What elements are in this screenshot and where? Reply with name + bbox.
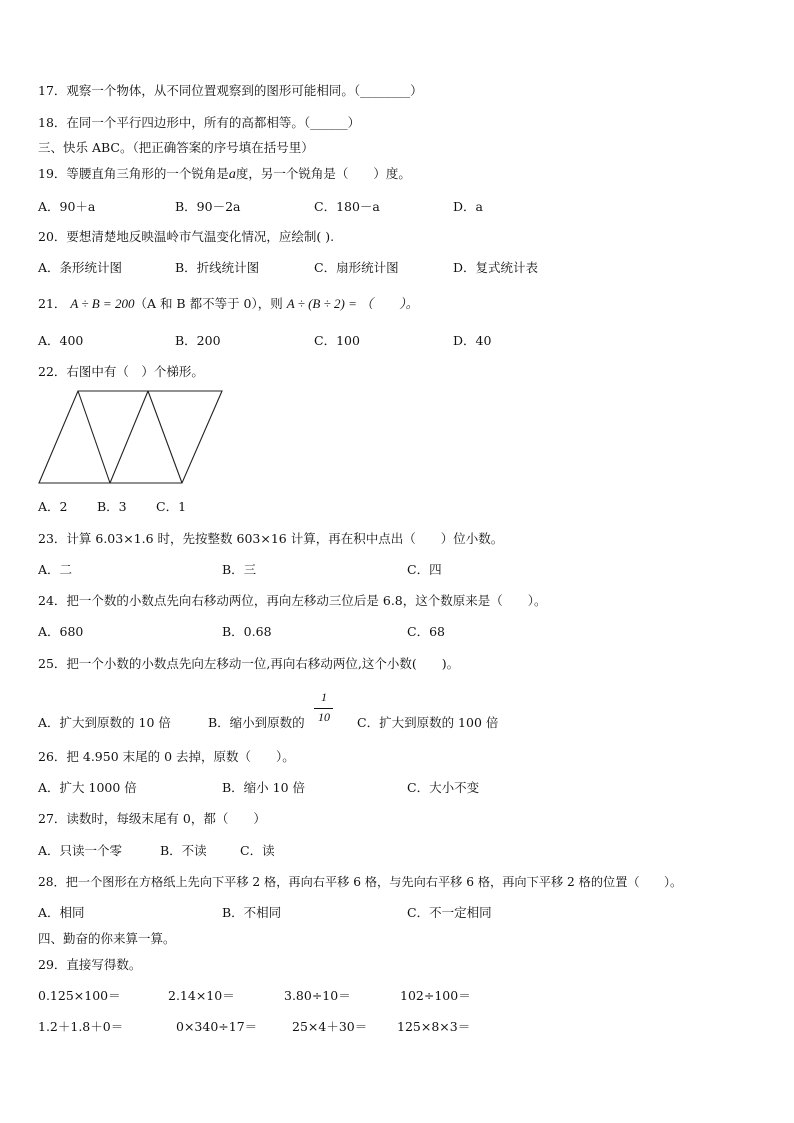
- question-26-option-b[interactable]: B．缩小 10 倍: [222, 780, 306, 795]
- section-4-heading: 四、勤奋的你来算一算。: [38, 931, 176, 946]
- question-24: 24．把一个数的小数点先向右移动两位，再向左移动三位后是 6.8，这个数原来是（ ）。: [38, 593, 547, 608]
- question-23-option-b[interactable]: B．三: [222, 562, 257, 577]
- question-26-option-a[interactable]: A．扩大 1000 倍: [38, 780, 137, 795]
- question-22: 22．右图中有（ ）个梯形。: [38, 364, 204, 379]
- question-19-suffix: 度，另一个锐角是（ ）度。: [235, 166, 411, 181]
- question-21-option-d[interactable]: D．40: [453, 333, 492, 348]
- question-29: 29．直接写得数。: [38, 957, 142, 972]
- question-19-variable: a: [228, 167, 236, 182]
- section-3-heading: 三、快乐 ABC。（把正确答案的序号填在括号里）: [38, 140, 314, 155]
- inner-line-3: [148, 391, 182, 483]
- question-25-option-c[interactable]: C．扩大到原数的 100 倍: [357, 715, 499, 730]
- question-22-option-c[interactable]: C．1: [156, 499, 187, 514]
- question-20-option-a[interactable]: A．条形统计图: [38, 260, 123, 275]
- question-21-option-b[interactable]: B．200: [175, 333, 221, 348]
- question-19-option-a[interactable]: A．90＋a: [38, 199, 96, 214]
- question-21-formula-2: A ÷ (B ÷ 2) = （ ）。: [286, 296, 419, 311]
- question-23-option-c[interactable]: C．四: [407, 562, 442, 577]
- question-28-option-c[interactable]: C．不一定相同: [407, 905, 492, 920]
- calc-item[interactable]: 3.80÷10＝: [284, 988, 351, 1003]
- fraction-numerator: 1: [321, 690, 327, 704]
- question-22-option-b[interactable]: B．3: [97, 499, 127, 514]
- question-18: 18．在同一个平行四边形中，所有的高都相等。（______）: [38, 115, 361, 130]
- calc-item[interactable]: 1.2＋1.8＋0＝: [38, 1019, 124, 1034]
- question-21-option-a[interactable]: A．400: [38, 333, 84, 348]
- trapezoid-figure: [36, 388, 226, 486]
- question-19: [38, 165, 411, 184]
- question-20-option-c[interactable]: C．扇形统计图: [314, 260, 399, 275]
- question-21-number: 21．: [38, 296, 67, 311]
- question-22-option-a[interactable]: A．2: [38, 499, 68, 514]
- question-21: [38, 295, 419, 313]
- question-19-option-b[interactable]: B．90－2a: [175, 199, 241, 214]
- question-25: 25．把一个小数的小数点先向左移动一位,再向右移动两位,这个小数( )。: [38, 656, 460, 671]
- question-23-option-a[interactable]: A．二: [38, 562, 73, 577]
- calc-item[interactable]: 0.125×100＝: [38, 988, 121, 1003]
- question-23: 23．计算 6.03×1.6 时，先按整数 603×16 计算，再在积中点出（ ）位小数。: [38, 531, 504, 546]
- calc-item[interactable]: 2.14×10＝: [168, 988, 235, 1003]
- question-27-option-b[interactable]: B．不读: [160, 843, 207, 858]
- question-20-option-b[interactable]: B．折线统计图: [175, 260, 260, 275]
- inner-line-2: [110, 391, 148, 483]
- question-21-middle: （A 和 B 都不等于 0），则: [134, 296, 283, 311]
- question-26-option-c[interactable]: C．大小不变: [407, 780, 480, 795]
- question-20: 20．要想清楚地反映温岭市气温变化情况，应绘制( ).: [38, 229, 335, 244]
- question-21-formula-1: A ÷ B = 200: [70, 296, 135, 311]
- inner-line-1: [78, 391, 110, 483]
- calc-item[interactable]: 0×340÷17＝: [176, 1019, 258, 1034]
- question-26: 26．把 4.950 末尾的 0 去掉，原数（ ）。: [38, 749, 295, 764]
- question-28: 28．把一个图形在方格纸上先向下平移 2 格，再向右平移 6 格，与先向右平移 6 格，再向下平移 2 格的位置（ ）。: [38, 875, 683, 889]
- fraction-denominator: 10: [318, 710, 330, 724]
- calc-item[interactable]: 102÷100＝: [400, 988, 471, 1003]
- question-24-option-a[interactable]: A．680: [38, 624, 84, 639]
- question-28-option-a[interactable]: A．相同: [38, 905, 85, 920]
- calc-item[interactable]: 125×8×3＝: [397, 1019, 471, 1034]
- fraction-bar: [314, 708, 333, 709]
- question-27: 27．读数时，每级末尾有 0，都（ ）: [38, 811, 266, 826]
- question-27-option-a[interactable]: A．只读一个零: [38, 843, 123, 858]
- question-21-option-c[interactable]: C．100: [314, 333, 360, 348]
- question-25-option-b[interactable]: B．缩小到原数的: [208, 715, 305, 730]
- question-24-option-c[interactable]: C．68: [407, 624, 445, 639]
- question-27-option-c[interactable]: C．读: [240, 843, 275, 858]
- question-25-option-a[interactable]: A．扩大到原数的 10 倍: [38, 715, 171, 730]
- question-17: 17．观察一个物体，从不同位置观察到的图形可能相同。（________）: [38, 83, 423, 98]
- question-24-option-b[interactable]: B．0.68: [222, 624, 272, 639]
- question-19-prefix: 19．等腰直角三角形的一个锐角是: [38, 166, 229, 181]
- question-28-option-b[interactable]: B．不相同: [222, 905, 282, 920]
- question-20-option-d[interactable]: D．复式统计表: [453, 260, 539, 275]
- calc-item[interactable]: 25×4＋30＝: [292, 1019, 368, 1034]
- question-19-option-d[interactable]: D．a: [453, 199, 483, 214]
- parallelogram-outline: [39, 391, 222, 483]
- question-19-option-c[interactable]: C．180－a: [314, 199, 380, 214]
